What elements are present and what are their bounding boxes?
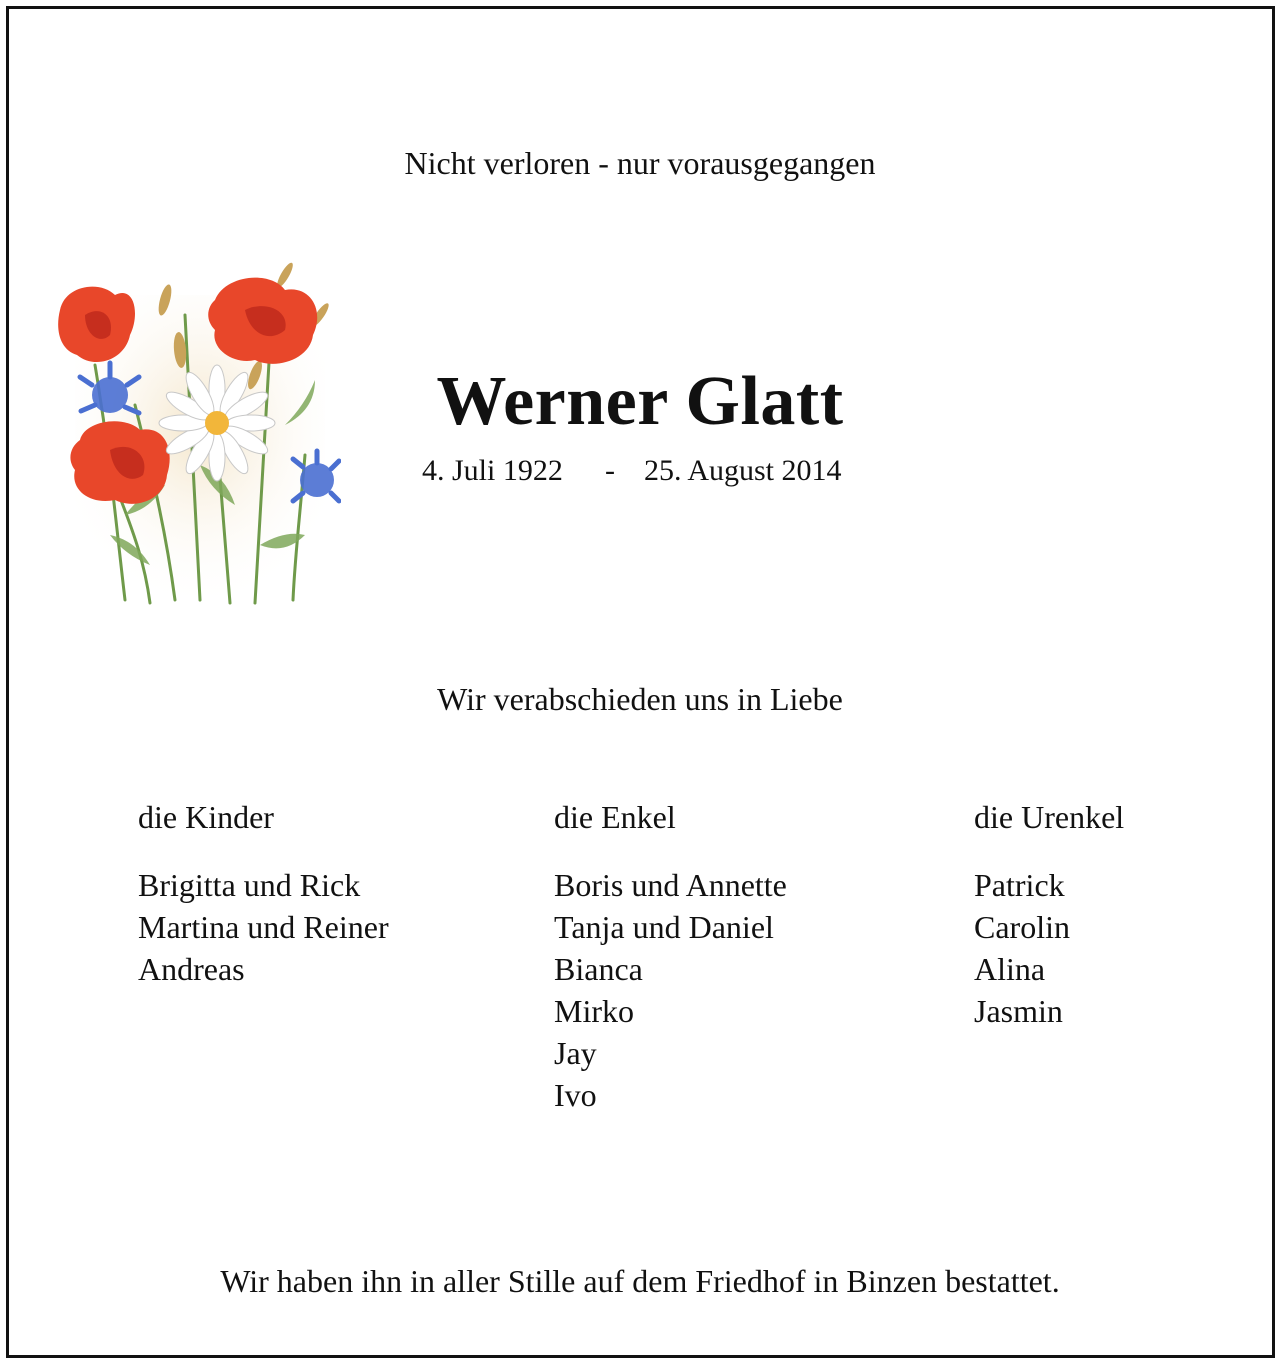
death-date: 25. August 2014 — [644, 454, 842, 487]
date-separator: - — [605, 454, 615, 487]
poppy-bottom-left — [70, 421, 169, 504]
family-member: Carolin — [974, 909, 1070, 945]
family-column-urenkel — [974, 796, 1264, 1032]
family-member: Brigitta und Rick — [138, 867, 361, 903]
motto: Nicht verloren - nur vorausgegangen — [404, 145, 876, 181]
family-member: Bianca — [554, 951, 643, 987]
family-member: Patrick — [974, 867, 1065, 903]
family-member: Jasmin — [974, 993, 1063, 1029]
wildflower-illustration — [55, 255, 341, 605]
column-heading: die Kinder — [138, 799, 274, 835]
column-heading: die Enkel — [554, 799, 676, 835]
family-member: Ivo — [554, 1077, 597, 1113]
deceased-name: Werner Glatt — [436, 363, 844, 440]
member-list — [974, 864, 1264, 1032]
family-column-enkel — [554, 796, 914, 1116]
family-member: Alina — [974, 951, 1046, 987]
birth-date: 4. Juli 1922 — [422, 454, 563, 487]
farewell-line: Wir verabschieden uns in Liebe — [437, 681, 843, 717]
family-member: Martina und Reiner — [138, 909, 389, 945]
column-heading: die Urenkel — [974, 799, 1125, 835]
member-list — [554, 864, 914, 1116]
family-member: Mirko — [554, 993, 634, 1029]
family-member: Jay — [554, 1035, 597, 1071]
burial-note: Wir haben ihn in aller Stille auf dem Friedhof in Binzen bestattet. — [220, 1263, 1060, 1299]
poppy-top-right — [208, 278, 317, 364]
member-list — [138, 864, 498, 990]
family-column-kinder — [138, 796, 498, 990]
family-member: Tanja und Daniel — [554, 909, 774, 945]
family-member: Andreas — [138, 951, 245, 987]
life-dates — [420, 451, 880, 491]
family-member: Boris und Annette — [554, 867, 787, 903]
